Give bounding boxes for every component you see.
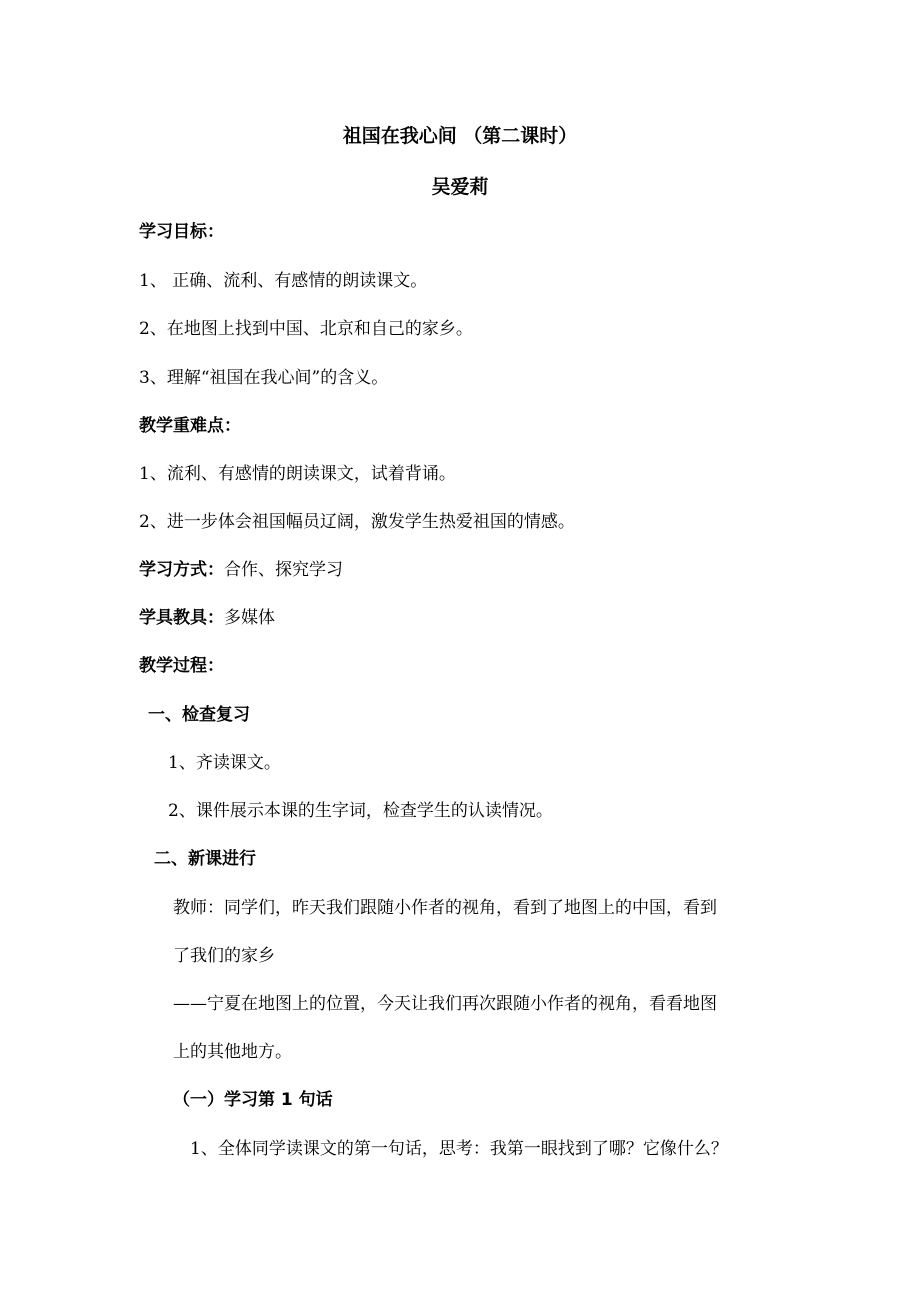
- subsection-item: 1、全体同学读课文的第一句话，思考：我第一眼找到了哪？它像什么？: [190, 1139, 728, 1159]
- section-heading-review: 一、检查复习: [148, 705, 250, 725]
- teaching-tools-value: 多媒体: [224, 608, 275, 628]
- learning-method: [139, 558, 343, 582]
- process-heading: 教学过程：: [139, 656, 224, 676]
- learning-method-label: 学习方式：: [139, 560, 224, 580]
- objective-item: 1、 正确、流利、有感情的朗读课文。: [139, 271, 428, 291]
- objective-item: 2、在地图上找到中国、北京和自己的家乡。: [139, 319, 473, 339]
- document-title: 祖国在我心间 （第二课时）: [342, 125, 578, 147]
- objective-item: 3、理解“祖国在我心间”的含义。: [139, 368, 389, 388]
- paragraph-line: ——宁夏在地图上的位置，今天让我们再次跟随小作者的视角，看看地图: [173, 994, 717, 1014]
- keypoint-item: 2、进一步体会祖国幅员辽阔，激发学生热爱祖国的情感。: [139, 512, 575, 532]
- paragraph-line: 了我们的家乡: [173, 946, 275, 966]
- keypoints-heading: 教学重难点：: [139, 416, 241, 436]
- section-heading-new-lesson: 二、新课进行: [154, 849, 256, 869]
- review-item: 1、齐读课文。: [168, 753, 281, 773]
- objectives-heading: 学习目标：: [139, 222, 224, 242]
- paragraph-line: 上的其他地方。: [173, 1042, 292, 1062]
- paragraph-line: 教师：同学们，昨天我们跟随小作者的视角，看到了地图上的中国，看到: [173, 898, 717, 918]
- teaching-tools-label: 学具教具：: [139, 608, 224, 628]
- learning-method-value: 合作、探究学习: [224, 560, 343, 580]
- keypoint-item: 1、流利、有感情的朗读课文，试着背诵。: [139, 464, 456, 484]
- document-author: 吴爱莉: [431, 176, 489, 198]
- teaching-tools: [139, 606, 275, 630]
- review-item: 2、课件展示本课的生字词，检查学生的认读情况。: [168, 801, 553, 821]
- subsection-heading: （一）学习第 1 句话: [173, 1090, 333, 1110]
